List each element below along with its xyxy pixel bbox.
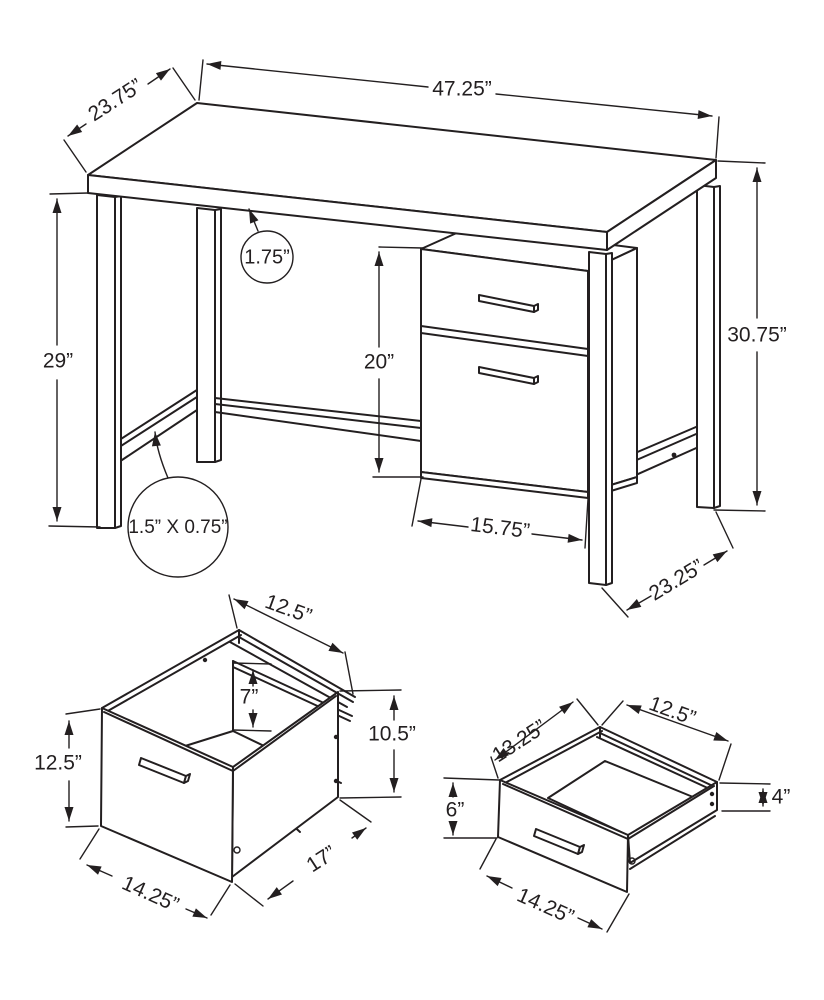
- desk-depth-top-label: 23.75”: [84, 74, 147, 127]
- dim-file-back-height: [233, 663, 271, 731]
- screw-dot: [334, 735, 338, 739]
- file-front-width-label: 14.25”: [118, 871, 183, 917]
- screw-dot: [334, 779, 338, 783]
- desk-right-back-leg: [697, 185, 720, 508]
- dim-desk-drawer-opening: [364, 247, 423, 477]
- desk-depth-bottom-label: 23.25”: [645, 554, 708, 606]
- dim-file-side-height: [340, 690, 416, 798]
- screw-dot: [203, 658, 207, 662]
- desk-height-left-label: 29”: [42, 349, 74, 373]
- file-drawer-figure: [34, 590, 416, 918]
- file-back-height-label: 7”: [239, 685, 259, 709]
- dim-small-front-height: [444, 778, 499, 838]
- small-top-width-label: 12.5”: [645, 692, 699, 731]
- desk-left-stretcher: [110, 388, 200, 468]
- desk-figure: [43, 60, 787, 617]
- file-drawer-box: [101, 630, 355, 882]
- dim-small-side-depth: [488, 699, 598, 778]
- file-top-width-label: 12.5”: [261, 590, 315, 629]
- dim-desk-depth-bottom: [602, 512, 733, 617]
- dim-desk-top-thickness: [241, 209, 293, 283]
- screw-dot: [710, 792, 714, 796]
- desk-long-stretcher: [215, 398, 421, 441]
- small-side-height-label: 4”: [771, 785, 791, 809]
- desk-height-right-label: 30.75”: [727, 323, 787, 347]
- dim-small-side-height: [720, 783, 790, 811]
- screw-dot: [672, 453, 677, 458]
- desk-drawer-opening-label: 20”: [363, 350, 395, 374]
- small-front-height-label: 6”: [445, 798, 465, 822]
- small-side-depth-label: 13.25”: [488, 715, 551, 768]
- dim-desk-height-left: [43, 193, 100, 527]
- file-side-height-label: 10.5”: [368, 722, 416, 746]
- desk-frame-tube-label: 1.5” X 0.75”: [128, 517, 228, 539]
- small-front-width-label: 14.25”: [513, 883, 578, 929]
- desk-left-back-leg: [197, 208, 221, 462]
- desk-top-slab: [88, 103, 716, 250]
- desk-top-thickness-label: 1.75”: [244, 246, 290, 269]
- small-drawer-figure: [444, 692, 790, 932]
- small-drawer-box: [498, 727, 717, 892]
- dim-file-front-height: [34, 709, 100, 827]
- desk-drawer-unit-width-label: 15.75”: [469, 513, 532, 544]
- screw-dot: [710, 802, 714, 806]
- desk-right-front-leg: [589, 252, 612, 585]
- file-front-height-label: 12.5”: [34, 751, 82, 775]
- desk-left-front-leg: [97, 195, 121, 528]
- desk-width-top-label: 47.25”: [432, 77, 492, 101]
- dim-desk-height-right: [714, 161, 787, 511]
- file-side-depth-label: 17”: [302, 841, 341, 878]
